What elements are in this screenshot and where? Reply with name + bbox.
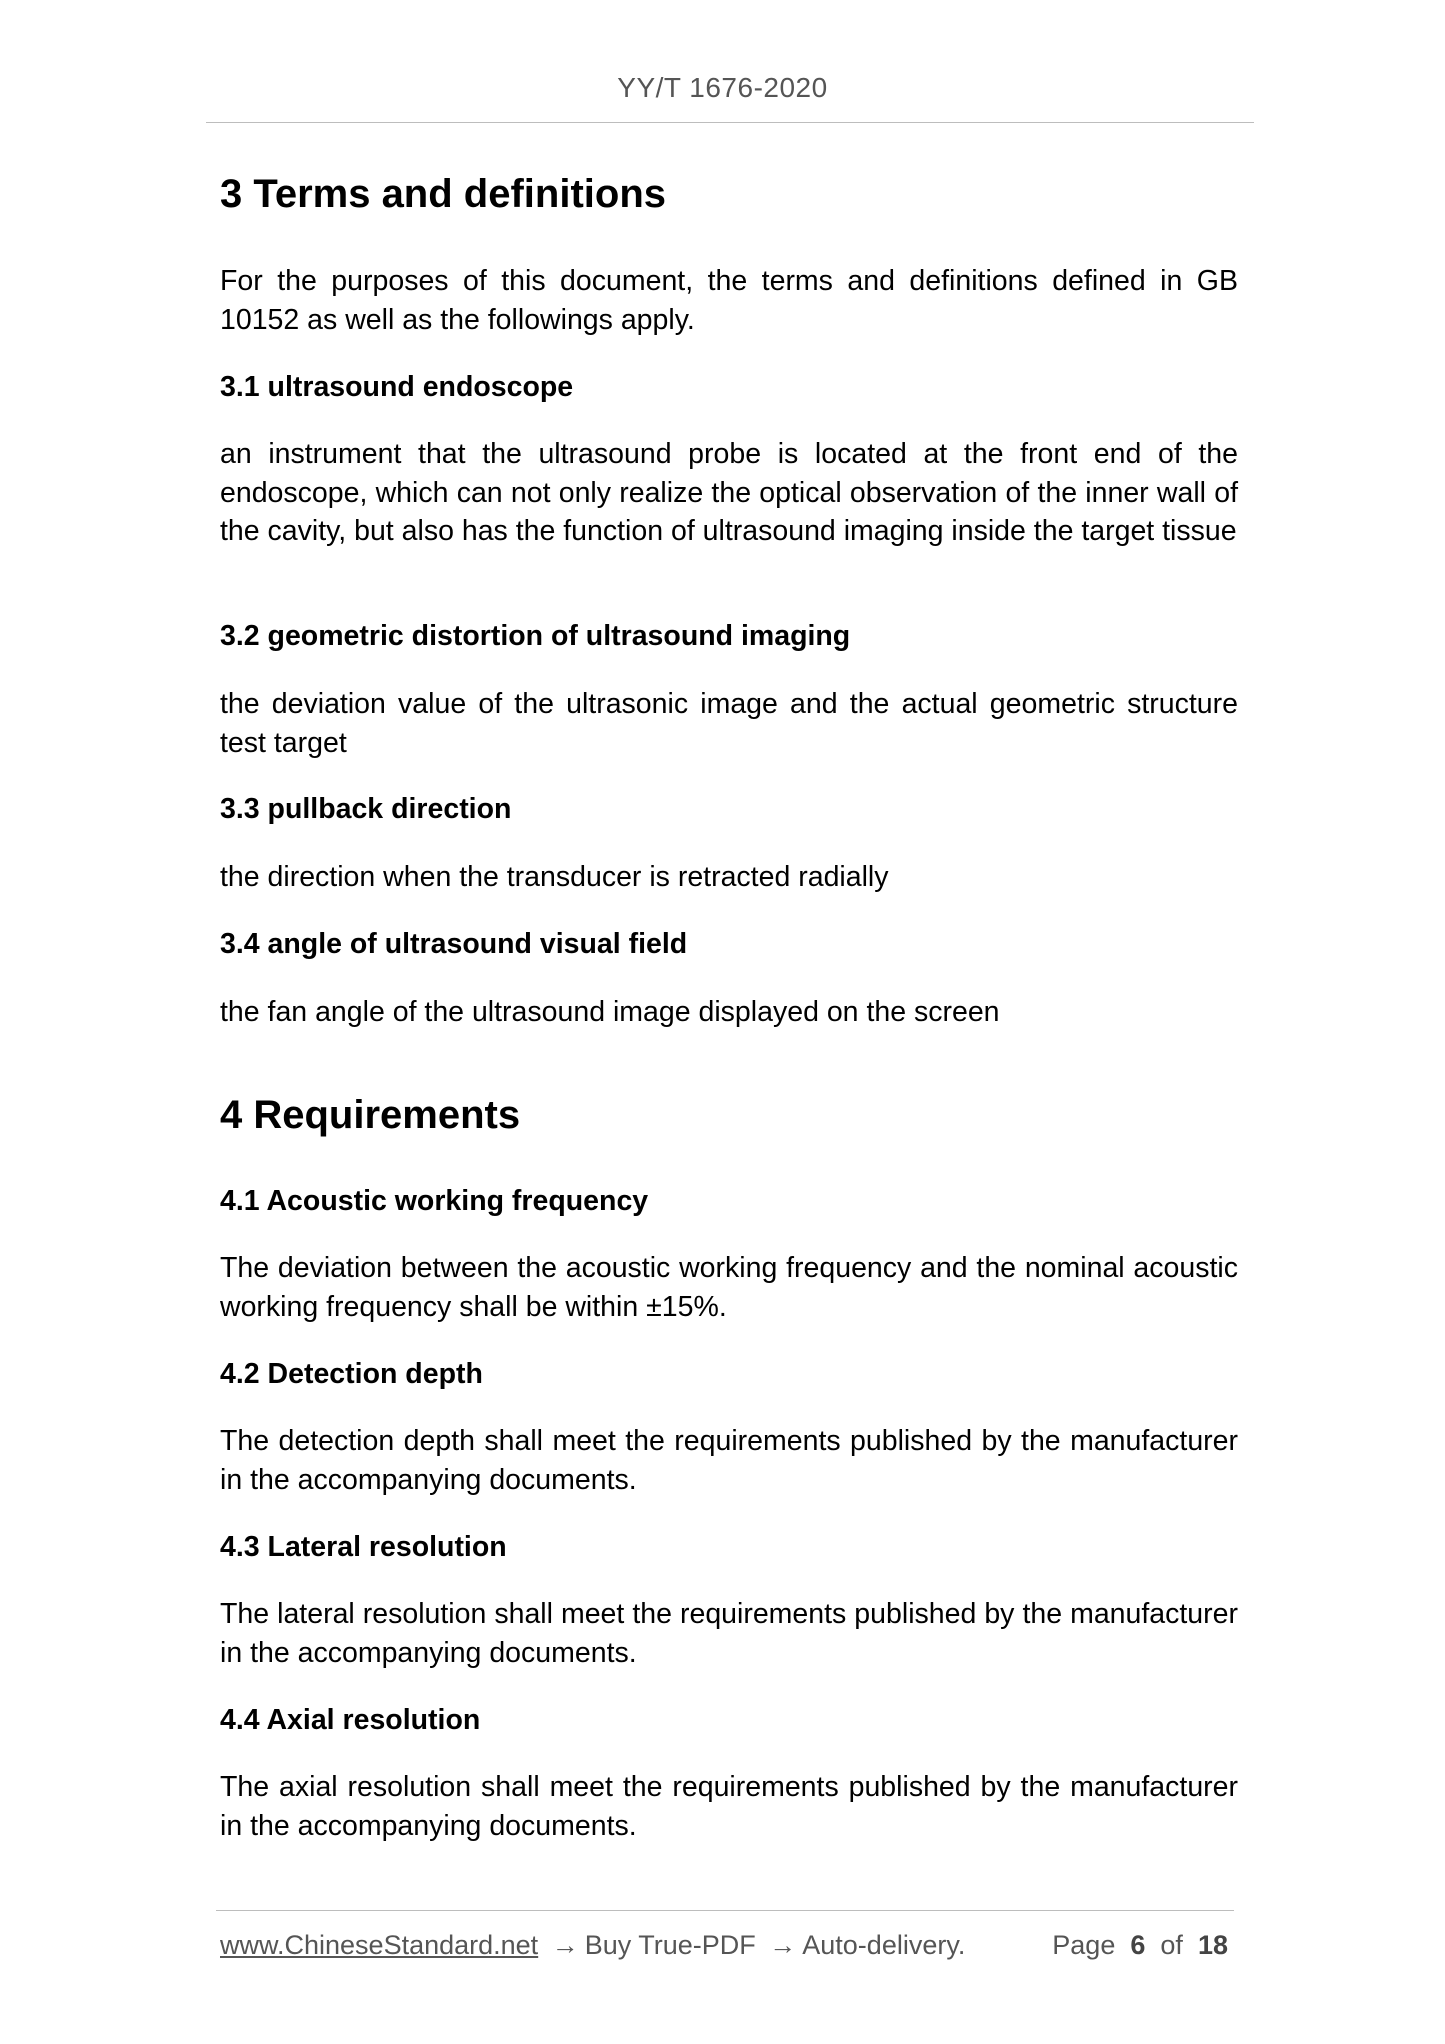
footer-promo <box>220 1930 965 1961</box>
header-divider <box>206 122 1254 123</box>
term-3-1-heading: 3.1 ultrasound endoscope <box>220 371 574 403</box>
document-code-header: YY/T 1676-2020 <box>617 72 828 103</box>
right-arrow-icon: → <box>769 1930 797 1960</box>
page-number <box>1052 1930 1228 1961</box>
section-4-title: 4 Requirements <box>220 1093 521 1137</box>
footer-divider <box>216 1910 1234 1911</box>
req-4-4-heading: 4.4 Axial resolution <box>220 1704 481 1736</box>
website-link[interactable]: www.ChineseStandard.net <box>220 1930 539 1960</box>
page-label: Page <box>1052 1930 1116 1960</box>
term-3-2-heading: 3.2 geometric distortion of ultrasound imaging <box>220 620 851 652</box>
delivery-text: Auto-delivery. <box>802 1930 966 1960</box>
req-4-1-text: The deviation between the acoustic working frequency and the nominal acoustic working frequency shall be within ±15%. <box>220 1252 1238 1323</box>
term-3-4-heading: 3.4 angle of ultrasound visual field <box>220 928 688 960</box>
page-footer <box>220 1930 1236 1970</box>
req-4-4-text: The axial resolution shall meet the requirements published by the manufacturer in the accompanying documents. <box>220 1771 1238 1842</box>
term-3-2-definition: the deviation value of the ultrasonic image and the actual geometric structure test target <box>220 688 1238 759</box>
section-3-title: 3 Terms and definitions <box>220 172 666 216</box>
term-3-3-definition: the direction when the transducer is retracted radially <box>220 861 889 893</box>
req-4-3-heading: 4.3 Lateral resolution <box>220 1531 507 1563</box>
req-4-2-heading: 4.2 Detection depth <box>220 1358 483 1390</box>
term-3-3-heading: 3.3 pullback direction <box>220 793 512 825</box>
section-3-intro: For the purposes of this document, the terms and definitions defined in GB 10152 as well as the followings apply. <box>220 265 1238 336</box>
page-total: 18 <box>1197 1930 1228 1960</box>
req-4-1-heading: 4.1 Acoustic working frequency <box>220 1185 649 1217</box>
req-4-2-text: The detection depth shall meet the requirements published by the manufacturer in the accompanying documents. <box>220 1425 1238 1496</box>
term-3-1-definition: an instrument that the ultrasound probe is located at the front end of the endoscope, which can not only realize the optical observation of the inner wall of the cavity, but also has the function of ultrasound imaging inside the target tissue <box>220 438 1238 547</box>
buy-text: Buy True-PDF <box>584 1930 756 1960</box>
term-3-4-definition: the fan angle of the ultrasound image displayed on the screen <box>220 996 1000 1028</box>
page-current: 6 <box>1130 1930 1146 1960</box>
right-arrow-icon: → <box>551 1930 579 1960</box>
of-label: of <box>1160 1930 1183 1960</box>
req-4-3-text: The lateral resolution shall meet the requirements published by the manufacturer in the accompanying documents. <box>220 1598 1238 1669</box>
